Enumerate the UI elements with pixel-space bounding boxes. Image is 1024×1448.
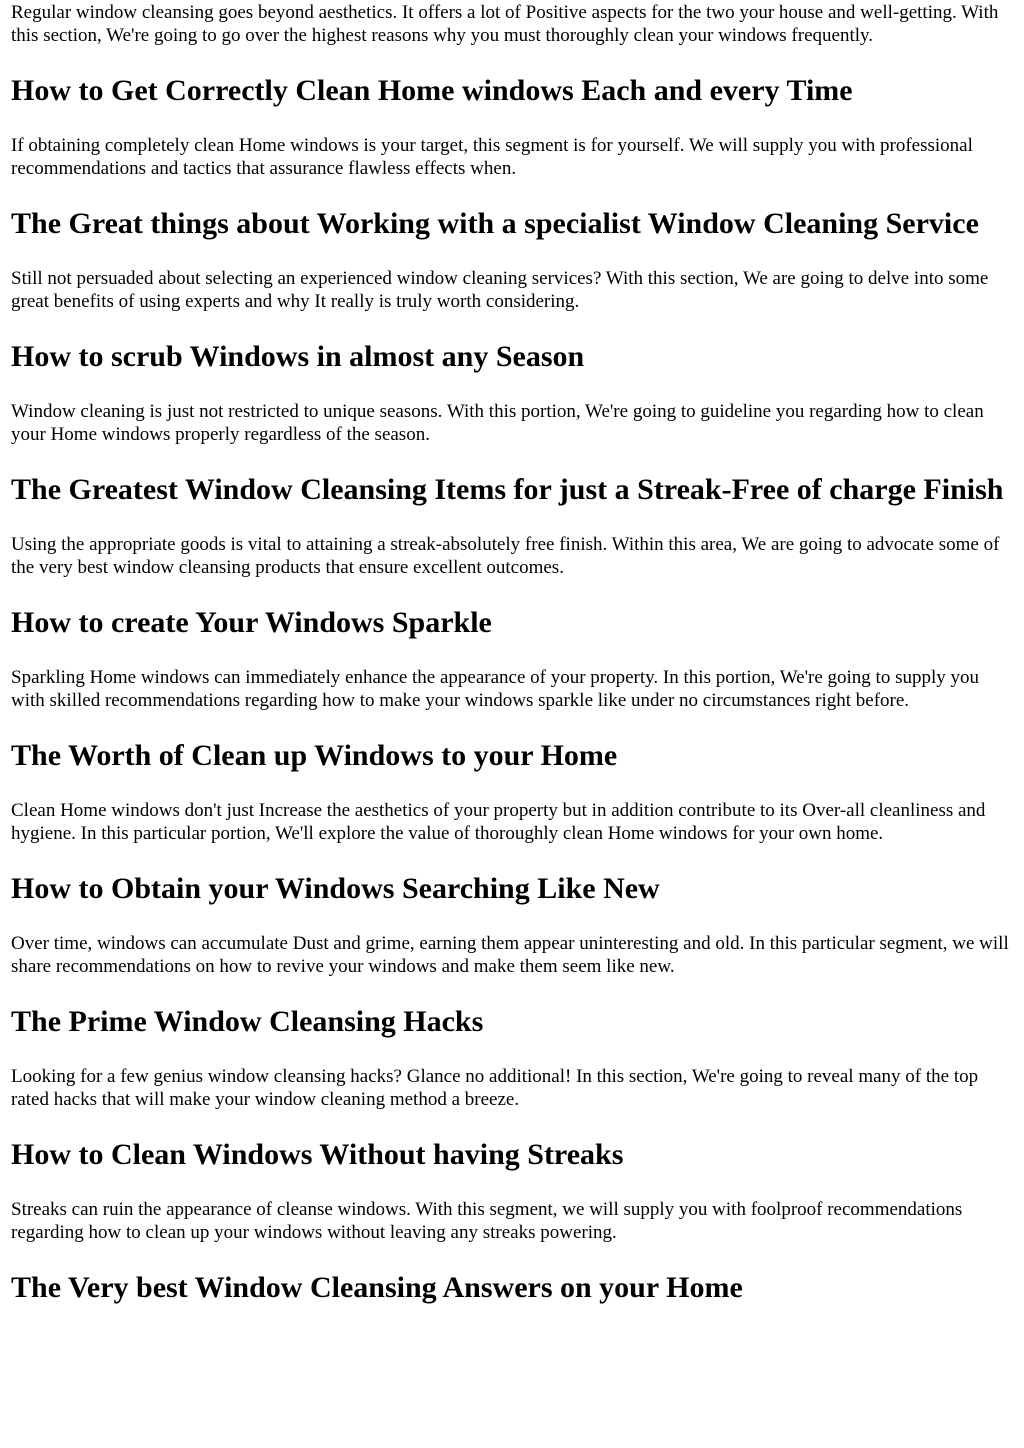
section-heading: How to Get Correctly Clean Home windows Each and every Time xyxy=(11,74,853,107)
section-2 xyxy=(11,206,1013,313)
section-heading: The Very best Window Cleansing Answers on your Home xyxy=(11,1271,743,1304)
section-4 xyxy=(11,472,1013,579)
section-7 xyxy=(11,871,1013,978)
section-heading: The Great things about Working with a specialist Window Cleaning Service xyxy=(11,207,979,240)
section-9 xyxy=(11,1137,1013,1244)
section-10 xyxy=(11,1270,1013,1305)
section-heading: The Greatest Window Cleansing Items for just a Streak-Free of charge Finish xyxy=(11,473,1004,506)
section-paragraph: If obtaining completely clean Home windows is your target, this segment is for yourself. We will supply you with professional recommendations and tactics that assurance flawless effects when. xyxy=(11,135,973,179)
section-6 xyxy=(11,738,1013,845)
section-5 xyxy=(11,605,1013,712)
section-heading: The Prime Window Cleansing Hacks xyxy=(11,1005,484,1038)
section-paragraph: Clean Home windows don't just Increase the aesthetics of your property but in addition contribute to its Over-all cleanliness and hygiene. In this particular portion, We'll explore the value of thoroughly clean Home windows for your own home. xyxy=(11,800,986,844)
intro-paragraph: Regular window cleansing goes beyond aesthetics. It offers a lot of Positive aspects for the two your house and well-getting. With this section, We're going to go over the highest reasons why you must thoroughly clean your windows frequently. xyxy=(11,2,999,46)
section-paragraph: Window cleaning is just not restricted to unique seasons. With this portion, We're going to guideline you regarding how to clean your Home windows properly regardless of the season. xyxy=(11,401,984,445)
section-heading: How to Clean Windows Without having Streaks xyxy=(11,1138,624,1171)
section-paragraph: Sparkling Home windows can immediately enhance the appearance of your property. In this portion, We're going to supply you with skilled recommendations regarding how to make your windows sparkle like under no circumstances right before. xyxy=(11,667,980,711)
section-heading: How to Obtain your Windows Searching Like New xyxy=(11,872,660,905)
section-8 xyxy=(11,1004,1013,1111)
section-paragraph: Looking for a few genius window cleansing hacks? Glance no additional! In this section, We're going to reveal many of the top rated hacks that will make your window cleaning method a breeze. xyxy=(11,1066,979,1110)
section-heading: How to scrub Windows in almost any Season xyxy=(11,340,585,373)
section-paragraph: Still not persuaded about selecting an experienced window cleaning services? With this section, We are going to delve into some great benefits of using experts and why It really is truly worth considering. xyxy=(11,268,989,312)
section-paragraph: Using the appropriate goods is vital to attaining a streak-absolutely free finish. Within this area, We are going to advocate some of the very best window cleansing products that ensure excellent outcomes. xyxy=(11,534,1000,578)
section-paragraph: Streaks can ruin the appearance of cleanse windows. With this segment, we will supply you with foolproof recommendations regarding how to clean up your windows without leaving any streaks powering. xyxy=(11,1199,963,1243)
section-heading: How to create Your Windows Sparkle xyxy=(11,606,492,639)
section-1 xyxy=(11,73,1013,180)
section-heading: The Worth of Clean up Windows to your Home xyxy=(11,739,618,772)
section-3 xyxy=(11,339,1013,446)
section-paragraph: Over time, windows can accumulate Dust and grime, earning them appear uninteresting and old. In this particular segment, we will share recommendations on how to revive your windows and make them seem like new. xyxy=(11,933,1009,977)
